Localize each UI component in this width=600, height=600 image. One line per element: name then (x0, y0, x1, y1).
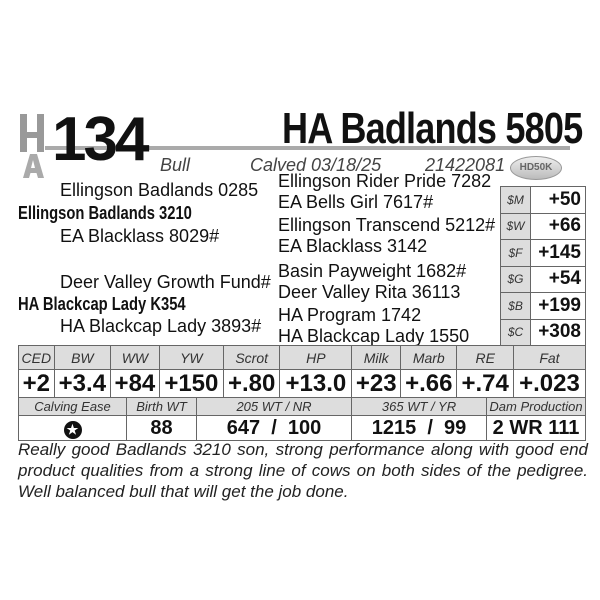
pedigree-ancestor: Ellingson Transcend 5212# (278, 215, 496, 235)
pedigree-ancestor: HA Program 1742 (278, 305, 422, 325)
animal-name: HA Badlands 5805 (282, 104, 583, 153)
perf-header: 365 WT / YR (352, 398, 487, 416)
epd-header: Marb (401, 346, 457, 370)
index-label: $W (501, 213, 531, 240)
epd-value: +150 (159, 370, 223, 399)
sire-sire: Ellingson Badlands 0285 (60, 180, 259, 200)
index-table (500, 186, 586, 346)
epd-header: YW (159, 346, 223, 370)
epd-value: +3.4 (54, 370, 110, 399)
epd-header: BW (54, 346, 110, 370)
sire: Ellingson Badlands 3210 (18, 203, 192, 223)
epd-header: RE (457, 346, 513, 370)
pedigree-ancestor: Basin Payweight 1682# (278, 261, 467, 281)
sire-dam: EA Blacklass 8029# (60, 226, 220, 246)
lot-number: 134 (52, 105, 147, 174)
epd-header: WW (111, 346, 160, 370)
index-value: +199 (531, 293, 586, 320)
pedigree-ancestor: Deer Valley Rita 36113 (278, 282, 461, 302)
perf-header: Dam Production (487, 398, 586, 416)
pedigree-ancestor: HA Blackcap Lady 1550 (278, 326, 470, 346)
ha-logo (18, 112, 52, 178)
pedigree-ancestor: EA Bells Girl 7617# (278, 192, 434, 212)
perf-header: Birth WT (127, 398, 197, 416)
epd-value: +84 (111, 370, 160, 399)
epd-value: +23 (352, 370, 401, 399)
hd50k-badge: HD50K (510, 156, 562, 180)
index-value: +54 (531, 266, 586, 293)
perf-header: 205 WT / NR (197, 398, 352, 416)
pedigree-ancestor: EA Blacklass 3142 (278, 236, 428, 256)
index-value: +145 (531, 240, 586, 267)
epd-value: +.023 (513, 370, 585, 399)
star-circle-icon: ★ (64, 421, 82, 439)
dam-dam: HA Blackcap Lady 3893# (60, 316, 262, 336)
index-value: +308 (531, 319, 586, 346)
performance-table (18, 397, 586, 441)
perf-header: Calving Ease (19, 398, 127, 416)
calving-ease-cell (19, 416, 127, 441)
index-label: $B (501, 293, 531, 320)
perf-value: 88 (127, 416, 197, 441)
index-label: $G (501, 266, 531, 293)
calved-date: Calved 03/18/25 (250, 155, 382, 175)
registration-number: 21422081 (425, 155, 506, 175)
epd-table (18, 345, 586, 399)
perf-value: 2 WR 111 (487, 416, 586, 441)
perf-value: 647 / 100 (197, 416, 352, 441)
epd-value: +2 (19, 370, 55, 399)
sex: Bull (160, 155, 191, 175)
dam: HA Blackcap Lady K354 (18, 294, 186, 314)
epd-header: HP (280, 346, 352, 370)
epd-value: +.66 (401, 370, 457, 399)
epd-value: +.80 (223, 370, 279, 399)
epd-header: Fat (513, 346, 585, 370)
epd-header: CED (19, 346, 55, 370)
index-label: $C (501, 319, 531, 346)
pedigree-ancestor: Ellingson Rider Pride 7282 (278, 171, 492, 191)
lot-comment: Really good Badlands 3210 son, strong performance along with good end product qualities from a strong line of cows on both sides of the pedigree. Well balanced bull that will get the job done. (18, 440, 588, 501)
epd-header: Milk (352, 346, 401, 370)
index-value: +50 (531, 187, 586, 214)
index-label: $M (501, 187, 531, 214)
index-label: $F (501, 240, 531, 267)
epd-header: Scrot (223, 346, 279, 370)
epd-value: +13.0 (280, 370, 352, 399)
perf-value: 1215 / 99 (352, 416, 487, 441)
dam-sire: Deer Valley Growth Fund# (60, 272, 271, 292)
index-value: +66 (531, 213, 586, 240)
epd-value: +.74 (457, 370, 513, 399)
